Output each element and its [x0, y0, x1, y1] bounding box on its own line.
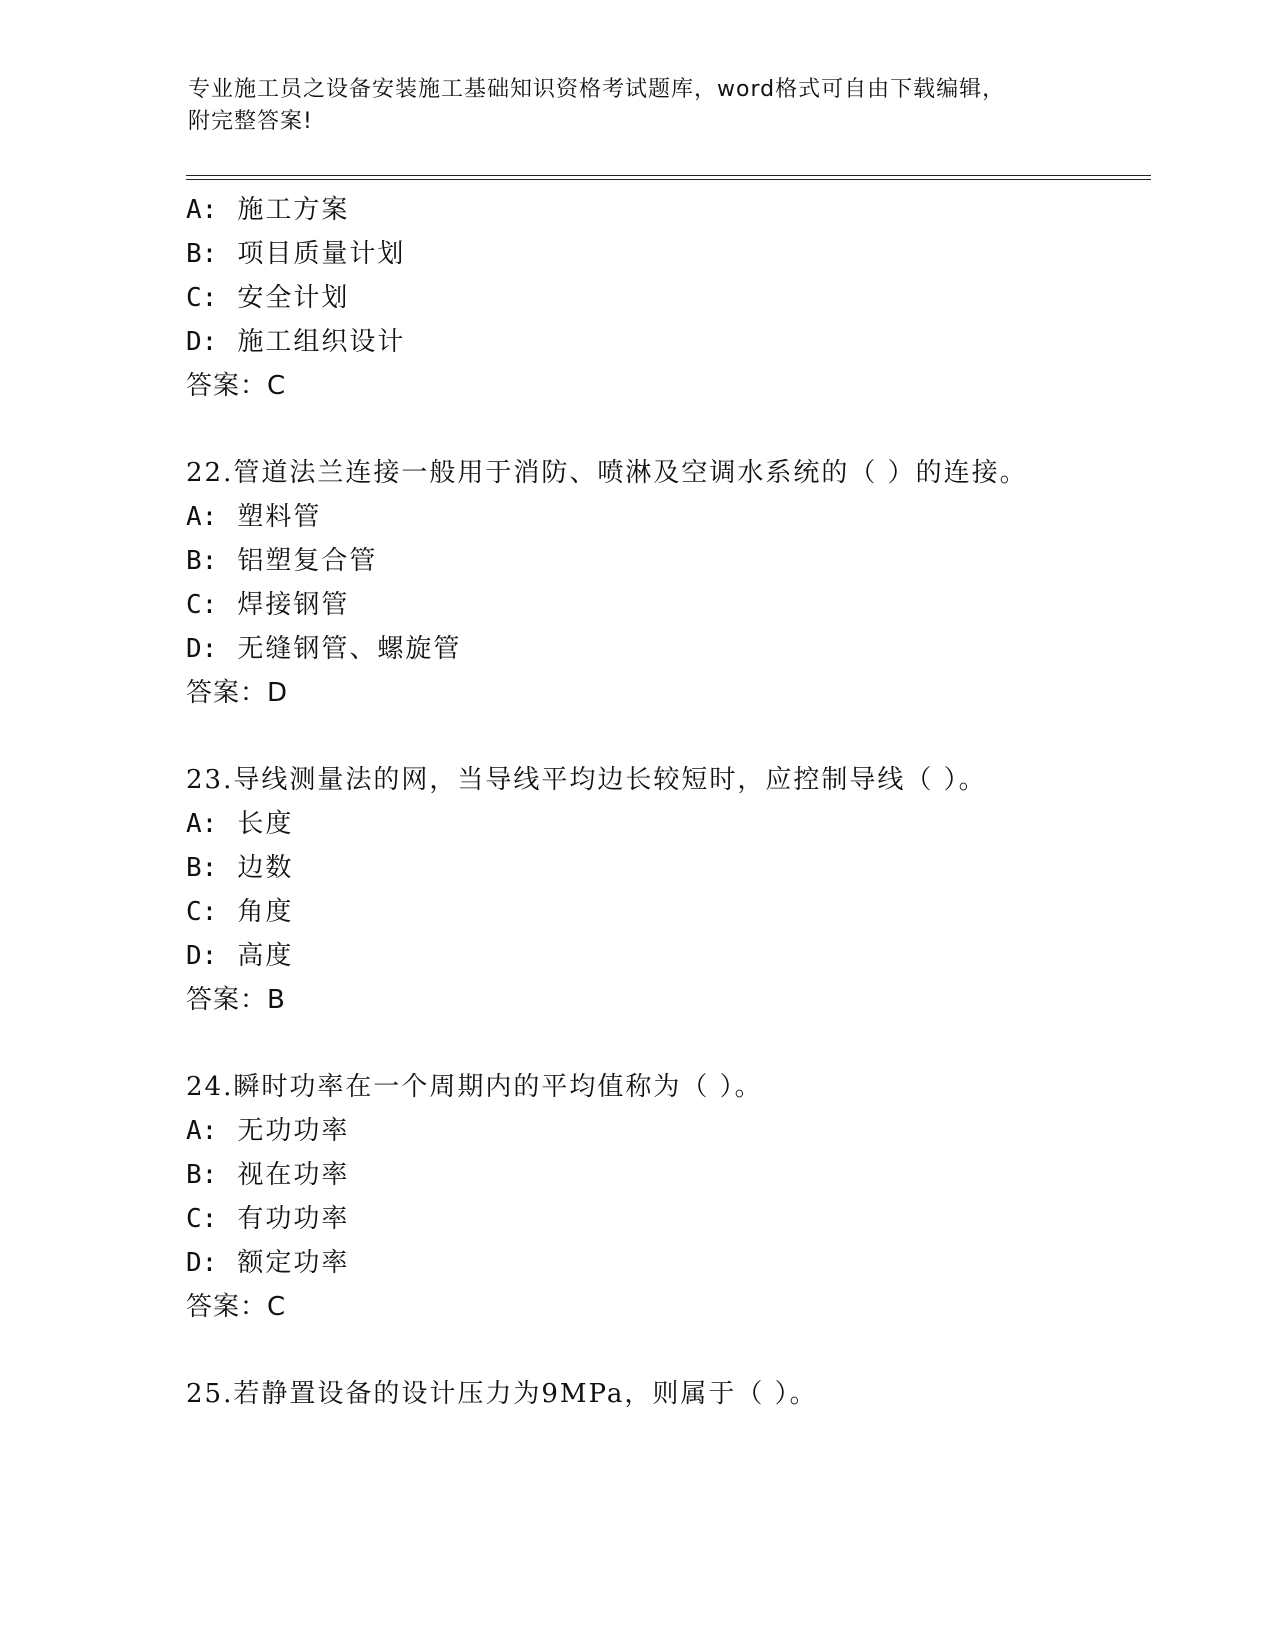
document-header-line-1: 专业施工员之设备安装施工基础知识资格考试题库，word格式可自由下载编辑， [188, 77, 1006, 102]
option-c: C: 安全计划 [186, 283, 350, 313]
option-d: D: 额定功率 [186, 1248, 350, 1278]
option-d: D: 施工组织设计 [186, 327, 406, 357]
question-22: 22.管道法兰连接一般用于消防、喷淋及空调水系统的（ ）的连接。 [186, 458, 1028, 488]
option-b: B: 视在功率 [186, 1160, 350, 1190]
question-23: 23.导线测量法的网，当导线平均边长较短时，应控制导线（ ）。 [186, 765, 987, 795]
option-a: A: 长度 [186, 809, 294, 839]
header-divider-top [186, 175, 1151, 176]
option-d: D: 高度 [186, 941, 294, 971]
option-c: C: 有功功率 [186, 1204, 350, 1234]
header-divider-bottom [186, 179, 1151, 180]
answer-line: 答案：C [186, 1292, 287, 1322]
answer-line: 答案：B [186, 985, 286, 1015]
answer-line: 答案：C [186, 371, 287, 401]
option-c: C: 焊接钢管 [186, 590, 350, 620]
option-b: B: 项目质量计划 [186, 239, 406, 269]
answer-line: 答案：D [186, 678, 289, 708]
option-a: A: 无功功率 [186, 1116, 350, 1146]
option-b: B: 铝塑复合管 [186, 546, 378, 576]
question-25: 25.若静置设备的设计压力为9MPa，则属于（ ）。 [186, 1379, 818, 1409]
question-24: 24.瞬时功率在一个周期内的平均值称为（ ）。 [186, 1072, 763, 1102]
option-c: C: 角度 [186, 897, 294, 927]
option-b: B: 边数 [186, 853, 294, 883]
document-header-line-2: 附完整答案! [188, 109, 313, 134]
option-a: A: 施工方案 [186, 195, 350, 225]
option-d: D: 无缝钢管、螺旋管 [186, 634, 462, 664]
option-a: A: 塑料管 [186, 502, 322, 532]
